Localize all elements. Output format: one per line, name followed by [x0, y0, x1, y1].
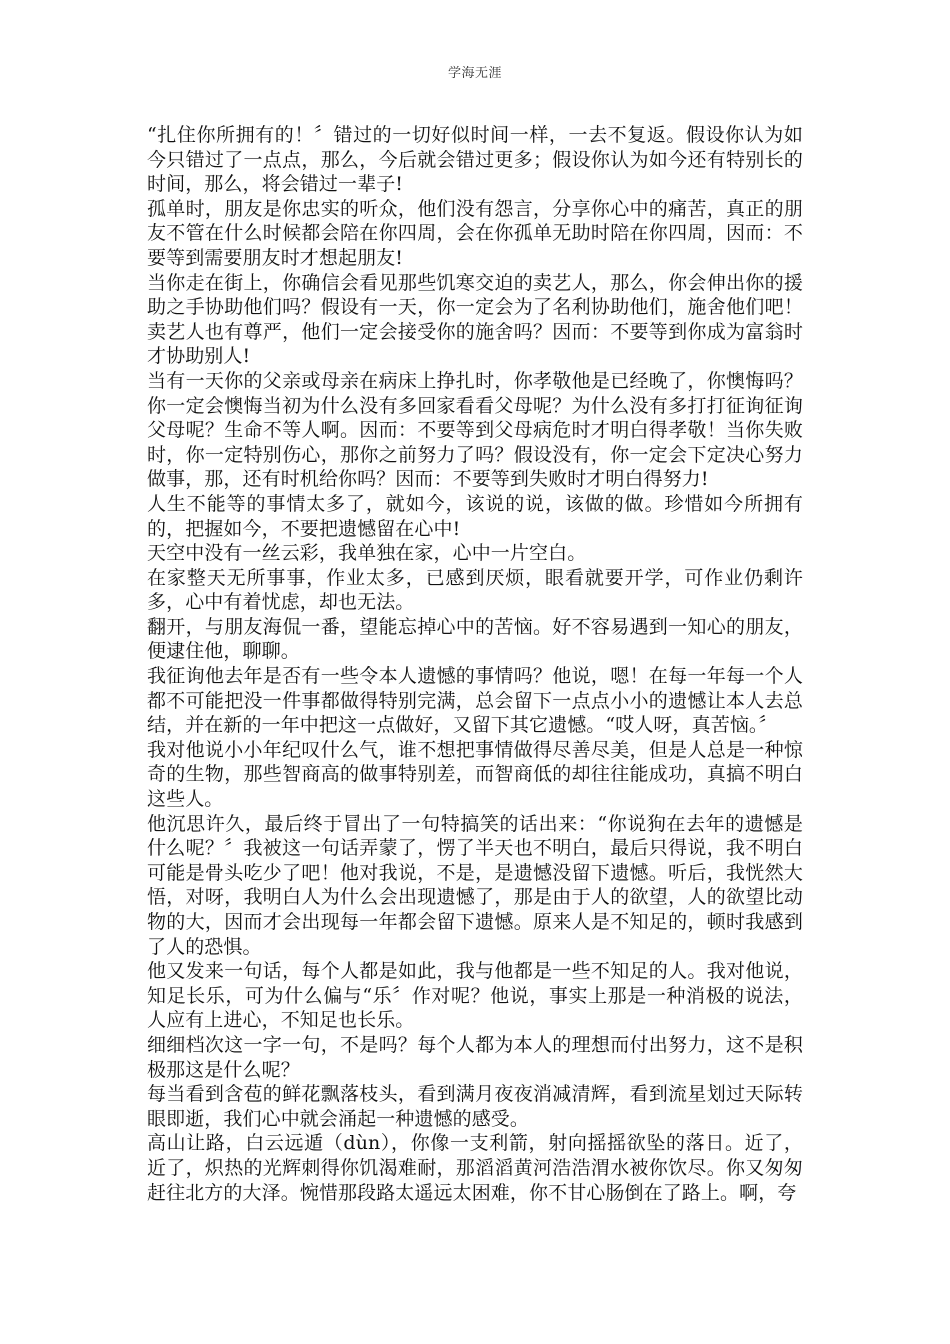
paragraph-14: 每当看到含苞的鲜花飘落枝头，看到满月夜夜消减清辉，看到流星划过天际转眼即逝，我们心中就会涌起一种遗憾的感受。	[147, 1083, 803, 1130]
paragraph-5: 人生不能等的事情太多了，就如今，该说的说，该做的做。珍惜如今所拥有的，把握如今，不要把遗憾留在心中!	[147, 492, 803, 540]
page-header: 学海无涯	[447, 66, 502, 81]
paragraph-13: 细细档次这一字一句，不是吗？每个人都为本人的理想而付出努力，这不是积极那这是什么呢？	[147, 1033, 803, 1081]
paragraph-4: 当有一天你的父亲或母亲在病床上挣扎时，你孝敬他是已经晚了，你懊悔吗？你一定会懊悔当初为什么没有多回家看看父母呢？为什么没有多打打征询征询父母呢？生命不等人啊。因而：不要等到父母病危时才明白得孝敬！当你失败时，你一定特别伤心，那你之前努力了吗？假设没有，你一定会下定决心努力做事，那，还有时机给你吗？因而：不要等到失败时才明白得努力!	[147, 369, 803, 491]
paragraph-8: 翻开，与朋友海侃一番，望能忘掉心中的苦恼。好不容易遇到一知心的朋友，便逮住他，聊聊。	[147, 615, 803, 663]
paragraph-6: 天空中没有一丝云彩，我单独在家，心中一片空白。	[147, 542, 587, 565]
paragraph-7: 在家整天无所事事，作业太多，已感到厌烦，眼看就要开学，可作业仍剩许多，心中有着忧虑，却也无法。	[147, 566, 803, 614]
paragraph-1: “扎住你所拥有的！〞错过的一切好似时间一样，一去不复返。假设你认为如今只错过了一点点，那么，今后就会错过更多；假设你认为如今还有特别长的时间，那么，将会错过一辈子!	[147, 124, 803, 196]
paragraph-12: 他又发来一句话，每个人都是如此，我与他都是一些不知足的人。我对他说，知足长乐，可为什么偏与“乐〞作对呢？他说，事实上那是一种消极的说法，人应有上进心，不知足也长乐。	[147, 960, 803, 1032]
paragraph-10: 我对他说小小年纪叹什么气，谁不想把事情做得尽善尽美，但是人总是一种惊奇的生物，那些智商高的做事特别差，而智商低的却往往能成功，真搞不明白这些人。	[147, 738, 803, 811]
paragraph-3: 当你走在街上，你确信会看见那些饥寒交迫的卖艺人，那么，你会伸出你的援助之手协助他们吗？假设有一天，你一定会为了名利协助他们，施舍他们吧！卖艺人也有尊严，他们一定会接受你的施舍吗？因而：不要等到你成为富翁时才协助别人!	[147, 271, 803, 368]
article-body	[147, 123, 803, 1205]
paragraph-15: 高山让路，白云远遁（dùn），你像一支利箭，射向摇摇欲坠的落日。近了，近了，炽热的光辉刺得你饥渴难耐，那滔滔黄河浩浩渭水被你饮尽。你又匆匆赶往北方的大泽。惋惜那段路太遥远太困难，你不甘心肠倒在了路上。啊，夸	[147, 1132, 803, 1204]
paragraph-11: 他沉思许久，最后终于冒出了一句特搞笑的话出来：“你说狗在去年的遗憾是什么呢？〞我被这一句话弄蒙了，愣了半天也不明白，最后只得说，我不明白可能是骨头吃少了吧！他对我说，不是，是遗憾没留下遗憾。听后，我恍然大悟，对呀，我明白人为什么会出现遗憾了，那是由于人的欲望，人的欲望比动物的大，因而才会出现每一年都会留下遗憾。原来人是不知足的，顿时我感到了人的恐惧。	[147, 812, 803, 958]
paragraph-2: 孤单时，朋友是你忠实的听众，他们没有怨言，分享你心中的痛苦，真正的朋友不管在什么时候都会陪在你四周，会在你孤单无助时陪在你四周，因而：不要等到需要朋友时才想起朋友!	[147, 197, 803, 269]
paragraph-9: 我征询他去年是否有一些令本人遗憾的事情吗？他说，嗯！在每一年每一个人都不可能把没一件事都做得特别完满，总会留下一点点小小的遗憾让本人去总结，并在新的一年中把这一点做好，又留下其它遗憾。“哎人呀，真苦恼。〞	[147, 665, 803, 737]
